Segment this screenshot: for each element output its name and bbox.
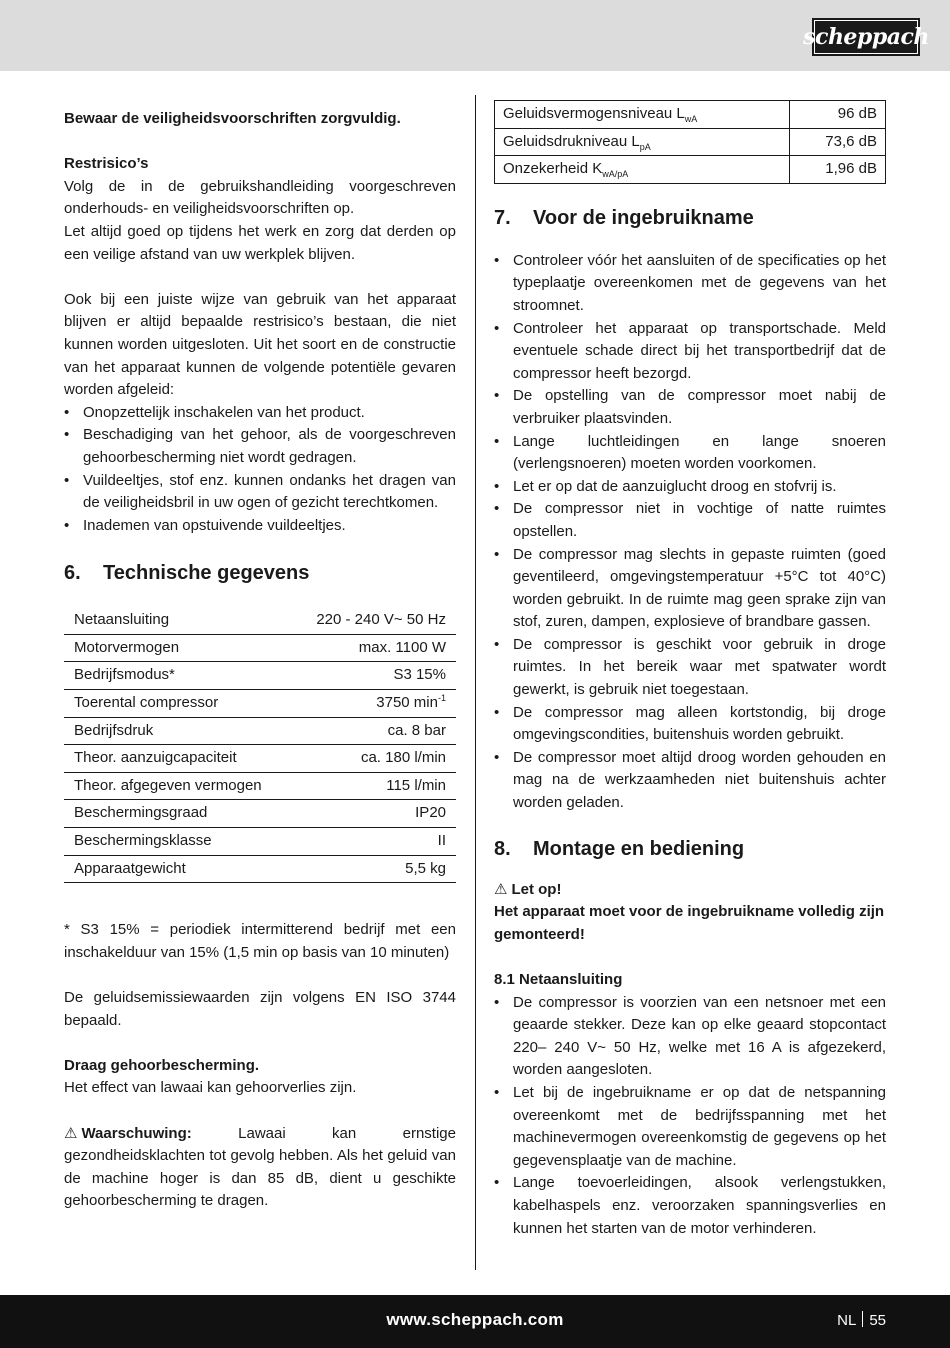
safety-keep-note: Bewaar de veiligheidsvoorschriften zorgvuldig. — [64, 110, 401, 127]
table-row — [64, 772, 456, 800]
section-6-heading — [64, 559, 456, 587]
subsection-8-1-title: 8.1 Netaansluiting — [494, 971, 623, 988]
section-title: Montage en bediening — [533, 837, 745, 860]
spec-value-cell — [292, 662, 456, 690]
section-title: Technische gegevens — [103, 562, 310, 585]
residual-risk-p1: Volg de in de gebruikshandleiding voorgeschreven onderhouds- en veiligheidsvoorschriften op. — [64, 177, 456, 218]
noise-label: Geluidsdrukniveau L — [503, 132, 640, 150]
spec-value-cell — [292, 855, 456, 883]
list-item: • Let bij de ingebruikname er op dat de netspanning overeenkomt met de bedrijfsspanning met het machinevermogen overeenkomstig de gegevens op het gegevensplaatje van de machine. — [494, 1082, 886, 1172]
residual-risk-title: Restrisico’s — [64, 155, 149, 173]
list-item: • De opstelling van de compressor moet nabij de verbruiker plaatsvinden. — [494, 385, 886, 430]
attention-label: Let op! — [511, 880, 562, 898]
section-number: 7. — [494, 206, 511, 229]
footer-language: NL — [837, 1312, 857, 1329]
list-item: • Controleer het apparaat op transportschade. Meld eventuele schade direct bij het transportbedrijf dat de compressor heeft bezorgd. — [494, 318, 886, 386]
spec-value-cell — [292, 717, 456, 745]
footer-band — [0, 1295, 950, 1348]
noise-value: 96 dB — [790, 101, 886, 129]
table-row — [64, 745, 456, 773]
noise-label-cell — [495, 128, 790, 156]
table-row — [64, 800, 456, 828]
list-item: • De compressor mag slechts in gepaste ruimten (goed geventileerd, omgevingstemperatuur +5°C tot 40°C) worden gebruikt. In de ruimte mag geen sprake zijn van stof, zuren, dampen, explosieve of brandbare gassen. — [494, 544, 886, 634]
spec-label: Bedrijfsdruk — [64, 717, 292, 745]
footer-page-indicator — [837, 1310, 886, 1333]
list-item: • De compressor niet in vochtige of natte ruimtes opstellen. — [494, 498, 886, 543]
spec-value-cell — [292, 745, 456, 773]
noise-label: Onzekerheid K — [503, 160, 603, 178]
brand-logo — [803, 18, 929, 56]
spec-value: 115 l/min — [386, 776, 446, 794]
footer-website-link[interactable]: www.scheppach.com — [386, 1310, 564, 1329]
table-row — [495, 101, 886, 129]
table-row — [64, 855, 456, 883]
hearing-protection-text: Het effect van lawaai kan gehoorverlies zijn. — [64, 1079, 357, 1097]
section-number: 8. — [494, 837, 511, 860]
spec-label: Motorvermogen — [64, 634, 292, 662]
spec-value: IP20 — [415, 804, 446, 822]
section-title: Voor de ingebruikname — [533, 206, 754, 229]
spec-value-cell — [292, 828, 456, 856]
spec-value-cell — [292, 634, 456, 662]
warning-triangle-icon: ⚠ — [64, 1124, 78, 1142]
section-7-heading — [494, 204, 886, 232]
spec-label: Bedrijfsmodus* — [64, 662, 292, 690]
residual-risk-p3: Ook bij een juiste wijze van gebruik van het apparaat blijven er altijd bepaalde restrisico’s bestaan, die niet kunnen worden uitgesloten. Uit het soort en de constructie van het apparaat kunnen de volgende potentiële gevaren worden afgeleid: — [64, 290, 456, 399]
table-row — [64, 634, 456, 662]
spec-label: Beschermingsgraad — [64, 800, 292, 828]
mains-connection-list — [494, 992, 886, 1241]
spec-value: ca. 8 bar — [387, 721, 446, 739]
warning-triangle-icon: ⚠ — [494, 880, 508, 898]
residual-risk-list — [64, 402, 456, 538]
noise-warning — [64, 1123, 456, 1213]
spec-label: Netaansluiting — [64, 607, 292, 634]
footer-page-number: 55 — [869, 1312, 886, 1329]
spec-value-cell — [292, 772, 456, 800]
spec-unit-exponent: -1 — [437, 693, 446, 704]
list-item: • Inademen van opstuivende vuildeeltjes. — [64, 515, 456, 538]
list-item: • De compressor moet altijd droog worden gehouden en mag na de werkzaamheden niet buitenshuis achter worden geladen. — [494, 747, 886, 815]
operating-mode-footnote: * S3 15% = periodiek intermitterend bedrijf met een inschakelduur van 15% (1,5 min op basis van 10 minuten) — [64, 921, 456, 961]
attention-text: Het apparaat moet voor de ingebruikname volledig zijn gemonteerd! — [494, 903, 885, 943]
spec-value: S3 15% — [393, 666, 446, 684]
noise-value: 1,96 dB — [790, 156, 886, 184]
noise-label-subscript: wA/pA — [602, 169, 629, 180]
attention-heading — [494, 879, 886, 902]
table-row — [495, 128, 886, 156]
table-row — [64, 690, 456, 718]
spec-value: II — [437, 832, 446, 850]
table-row — [64, 717, 456, 745]
list-item: • Let er op dat de aanzuiglucht droog en stofvrij is. — [494, 476, 886, 499]
spec-value-cell — [292, 690, 456, 718]
spec-label: Apparaatgewicht — [64, 855, 292, 883]
noise-label-subscript: wA — [684, 114, 698, 124]
spec-label: Theor. afgegeven vermogen — [64, 772, 292, 800]
spec-label: Toerental compressor — [64, 690, 292, 718]
spec-value: 220 - 240 V~ 50 Hz — [316, 611, 446, 629]
list-item: • De compressor is geschikt voor gebruik in droge ruimtes. In het bereik waar met spatwater wordt gewerkt, is gebruik niet toegestaan. — [494, 634, 886, 702]
spec-value: ca. 180 l/min — [360, 749, 446, 767]
residual-risk-p2: Let altijd goed op tijdens het werk en zorg dat derden op een veilige afstand van uw werkplek blijven. — [64, 222, 456, 263]
table-row — [64, 828, 456, 856]
warning-text: Lawaai kan ernstige gezondheidsklachten tot gevolg hebben. Als het geluid van de machine hoger is dan 85 dB, dient u geschikte gehoorbescherming te dragen. — [64, 1124, 456, 1210]
list-item: • Beschadiging van het gehoor, als de voorgeschreven gehoorbescherming niet wordt gedragen. — [64, 424, 456, 469]
list-item: • Controleer vóór het aansluiten of de specificaties op het typeplaatje overeenkomen met de gegevens van het stroomnet. — [494, 250, 886, 318]
list-item: • De compressor is voorzien van een netsnoer met een geaarde stekker. Deze kan op elke geaard stopcontact 220– 240 V~ 50 Hz, welke met 16 A is afgezekerd, worden aangesloten. — [494, 992, 886, 1082]
spec-label: Beschermingsklasse — [64, 828, 292, 856]
noise-label-cell — [495, 156, 790, 184]
header-band — [0, 0, 950, 71]
table-row — [495, 156, 886, 184]
commissioning-list — [494, 250, 886, 815]
warning-label: Waarschuwing: — [81, 1124, 192, 1142]
noise-label-subscript: pA — [639, 141, 651, 152]
noise-values-table — [494, 100, 886, 184]
table-row — [64, 607, 456, 634]
spec-label: Theor. aanzuigcapaciteit — [64, 745, 292, 773]
section-number: 6. — [64, 562, 81, 585]
noise-value: 73,6 dB — [790, 128, 886, 156]
noise-emission-note: De geluidsemissiewaarden zijn volgens EN ISO 3744 bepaald. — [64, 989, 456, 1029]
spec-value: 3750 min — [376, 694, 438, 712]
left-column — [64, 108, 456, 1213]
hearing-protection-title: Draag gehoorbescherming. — [64, 1056, 260, 1074]
section-8-heading — [494, 835, 886, 863]
spec-value: max. 1100 W — [358, 638, 446, 656]
spec-value-cell — [292, 607, 456, 634]
technical-data-table — [64, 607, 456, 883]
list-item: • Onopzettelijk inschakelen van het product. — [64, 402, 456, 425]
list-item: • Lange luchtleidingen en lange snoeren (verlengsnoeren) moeten worden voorkomen. — [494, 431, 886, 476]
spec-value-cell — [292, 800, 456, 828]
noise-label-cell — [495, 101, 790, 129]
column-divider — [475, 95, 476, 1270]
list-item: • Vuildeeltjes, stof enz. kunnen ondanks het dragen van de veiligheidsbril in uw ogen of gezicht terechtkomen. — [64, 470, 456, 515]
list-item: • De compressor mag alleen kortstondig, bij droge omgevingscondities, buitenshuis worden gebruikt. — [494, 702, 886, 747]
table-row — [64, 662, 456, 690]
right-column — [494, 100, 886, 1240]
brand-logo-text: scheppach — [803, 23, 929, 50]
list-item: • Lange toevoerleidingen, alsook verlengstukken, kabelhaspels enz. veroorzaken spanningsverlies en kunnen het starten van de motor verhinderen. — [494, 1172, 886, 1240]
noise-label: Geluidsvermogensniveau L — [503, 105, 685, 122]
spec-value: 5,5 kg — [405, 859, 446, 877]
